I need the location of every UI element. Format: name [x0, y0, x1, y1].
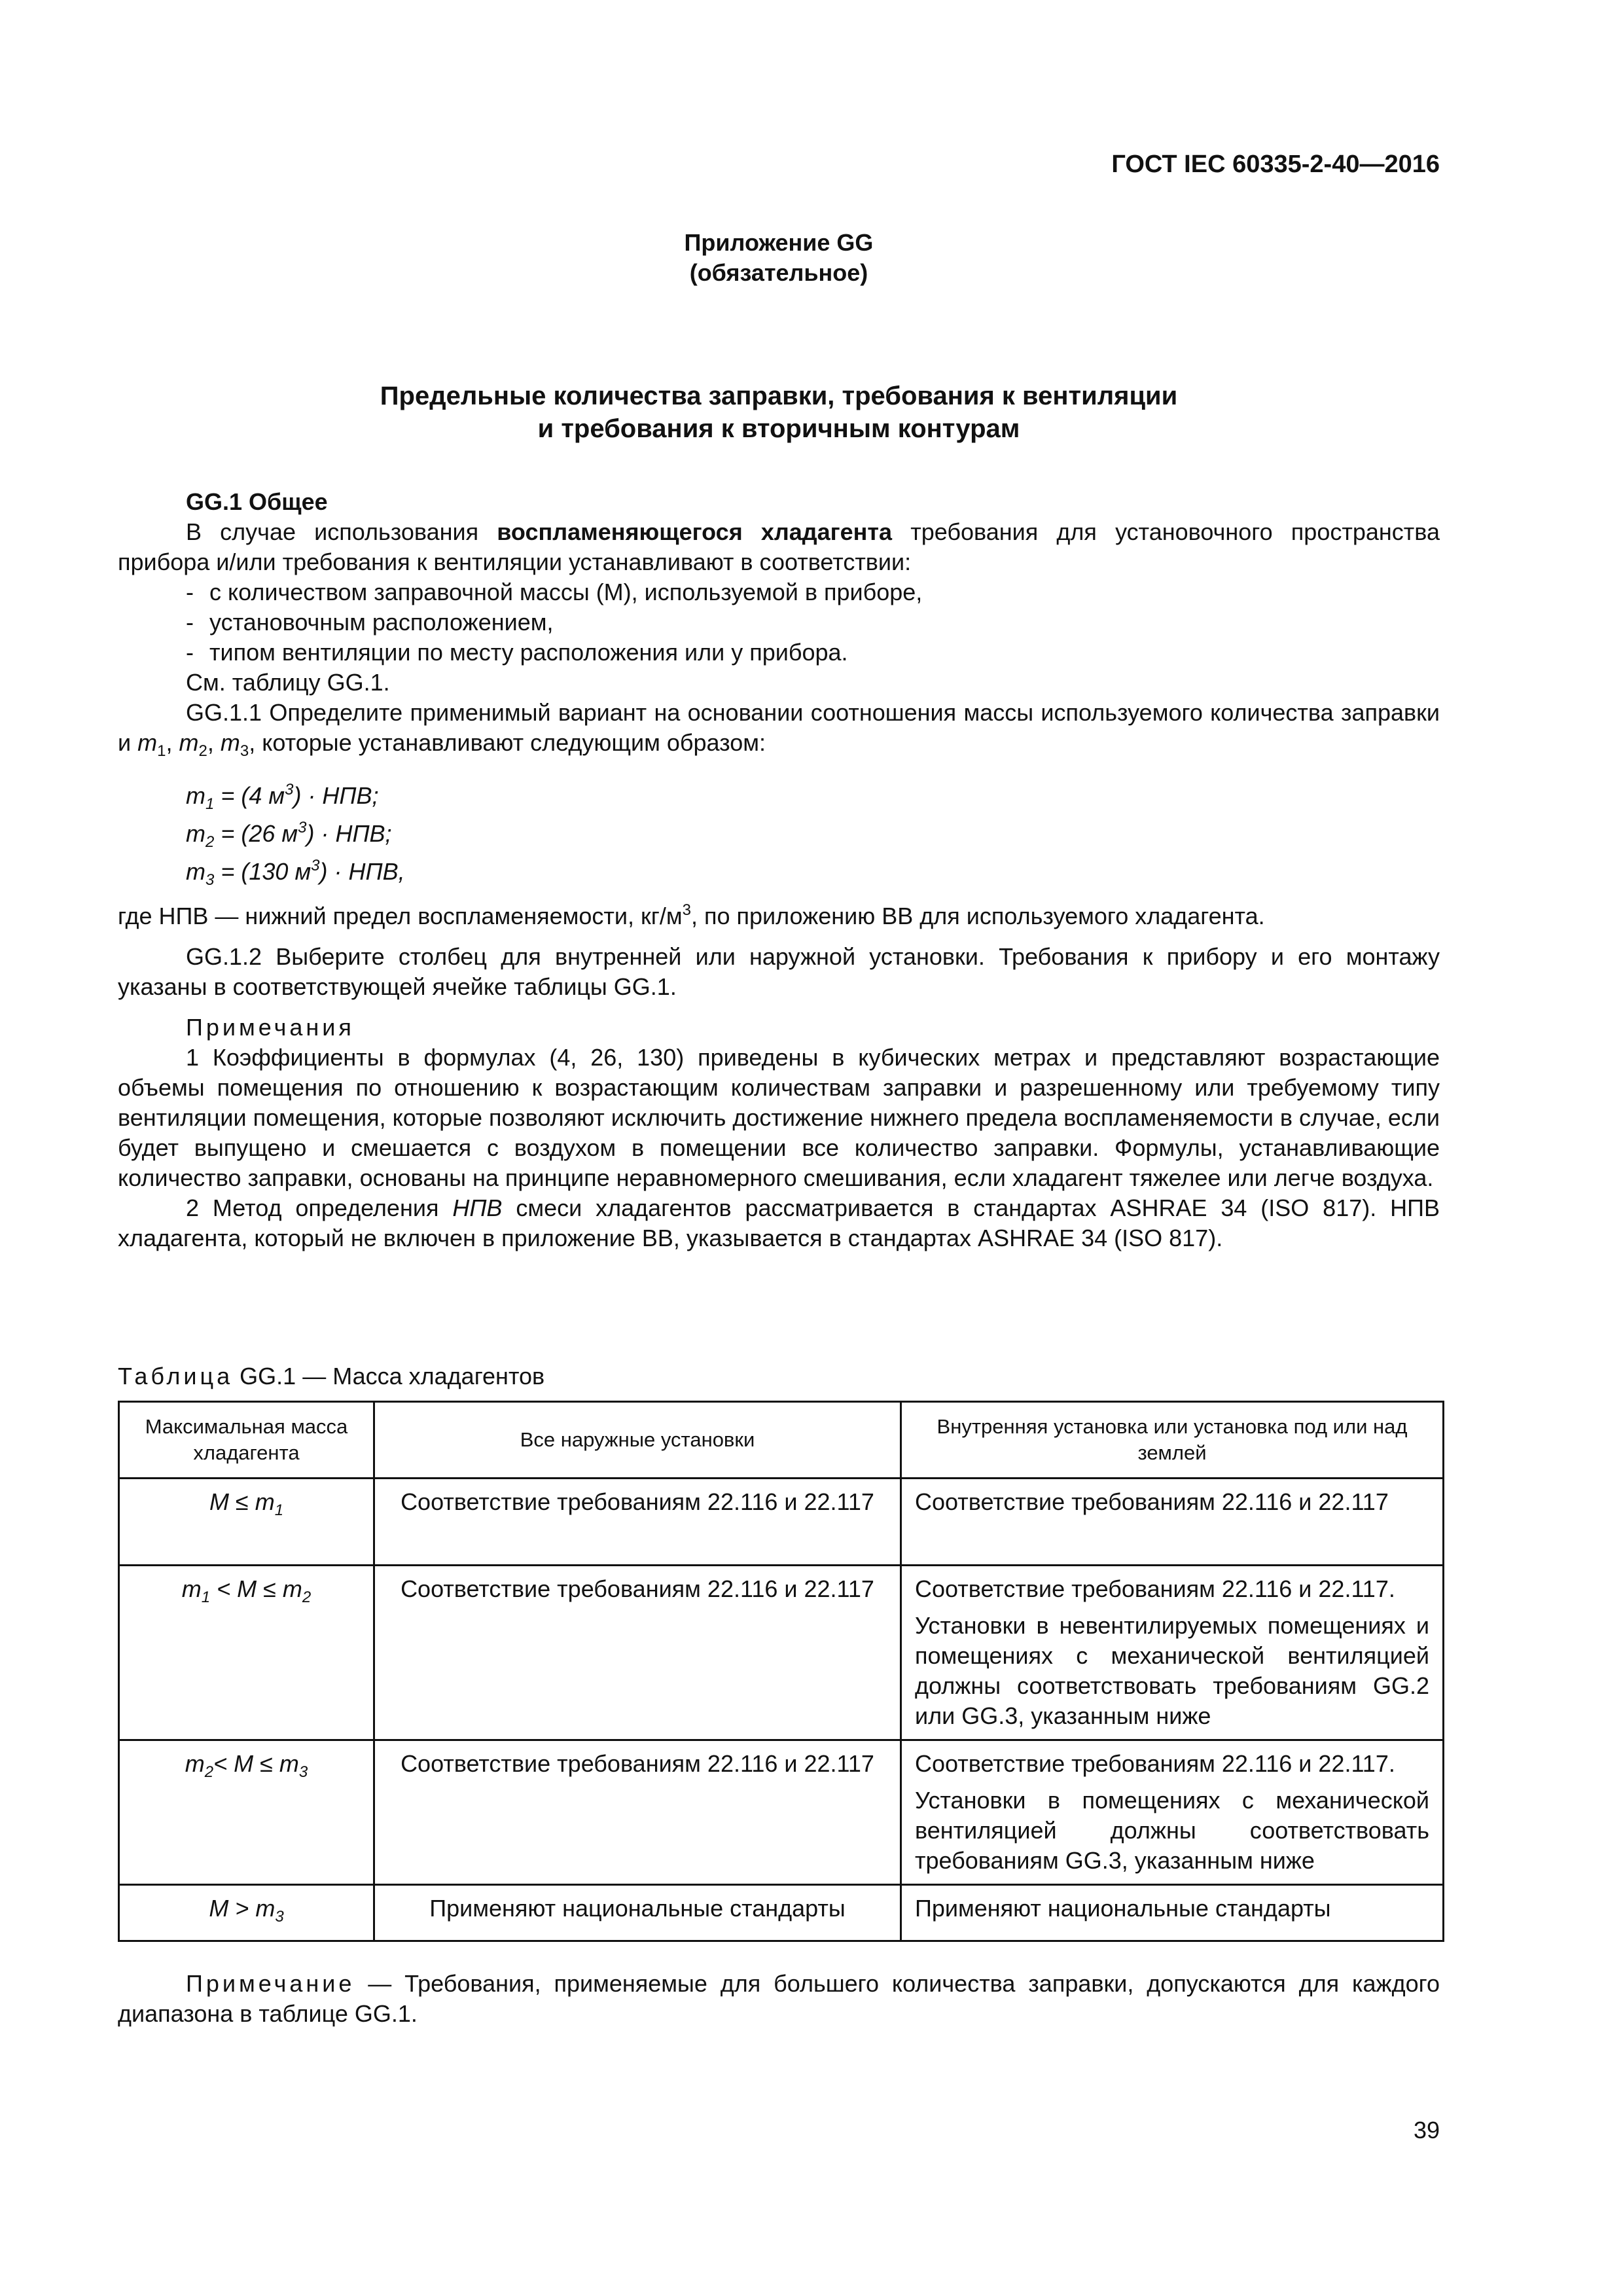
intro-text-after: требования для установочного пространства прибора и/или требования к вентиляции устанавливают в соответствии:	[118, 518, 1440, 575]
formula-m1: $m_1 = (4$ $м^3$) · НПВ;	[186, 781, 379, 814]
formula-m2-tail: ) · НПВ;	[306, 820, 392, 848]
page-title	[118, 380, 1440, 445]
footnote-label: Примечание	[186, 1970, 355, 1997]
outdoor-cell: Применяют национальные стандарты	[374, 1885, 901, 1941]
where-text-after: , по приложению ВВ для используемого хладагента.	[691, 903, 1265, 930]
page-number: 39	[1413, 2117, 1440, 2144]
list-item-text: с количеством заправочной массы (М), используемой в приборе,	[209, 579, 923, 605]
indoor-cell-detail: Установки в помещениях с механической вентиляцией должны соответствовать требованиям GG.3, указанным ниже	[915, 1787, 1429, 1874]
where-paragraph: где НПВ — нижний предел воспламеняемости, $кг/м^3$, по приложению ВВ для используемого хладагента.	[118, 901, 1265, 930]
paragraph-gg-1-1: GG.1.1 Определите применимый вариант на основании соотношения массы используемого количества заправки и $m_1$, $m_2$, $m_3$, которые устанавливают следующим образом:	[118, 699, 1440, 761]
header-cell-outdoor: Все наружные установки	[374, 1402, 901, 1479]
table-caption-label: Таблица	[118, 1363, 234, 1390]
table-row	[119, 1479, 1444, 1566]
indoor-cell	[901, 1566, 1444, 1740]
annex-status: (обязательное)	[689, 259, 868, 286]
note-2-italic-term: НПВ	[452, 1194, 503, 1222]
mass-range-cell: $M \le m_1$	[119, 1479, 374, 1566]
intro-paragraph	[118, 517, 1440, 577]
where-text-before: где НПВ — нижний предел воспламеняемости, кг/м	[118, 903, 683, 930]
table-row	[119, 1740, 1444, 1885]
list-item: - типом вентиляции по месту расположения или у прибора.	[186, 639, 848, 666]
intro-text-before: В случае использования	[186, 518, 479, 545]
footnote-text: — Требования, применяемые для большего количества заправки, допускаются для каждого диапазона в таблице GG.1.	[118, 1970, 1440, 2027]
formula-m3-tail: ) · НПВ,	[319, 858, 405, 886]
formula-m1-tail: ) · НПВ;	[293, 782, 379, 810]
header-cell-max-mass: Максимальная масса хладагента	[119, 1402, 374, 1479]
mass-range-cell: $m_1 < M \le m_2$	[119, 1566, 374, 1740]
outdoor-cell: Соответствие требованиям 22.116 и 22.117	[374, 1479, 901, 1566]
header-cell-indoor: Внутренняя установка или установка под или над землей	[901, 1402, 1444, 1479]
list-item: - установочным расположением,	[186, 609, 554, 636]
indoor-cell	[901, 1479, 1444, 1566]
annex-title: Приложение GG	[684, 229, 874, 256]
see-table-ref: См. таблицу GG.1.	[186, 669, 390, 696]
annex-heading	[118, 228, 1440, 288]
indoor-cell	[901, 1740, 1444, 1885]
notes-heading: Примечания	[186, 1014, 355, 1041]
formula-m3-text: = (130 м	[221, 858, 312, 886]
intro-bold-term: воспламеняющегося хладагента	[497, 518, 893, 545]
section-heading: GG.1 Общее	[186, 488, 328, 515]
list-item: - с количеством заправочной массы (М), используемой в приборе,	[186, 579, 923, 605]
table-caption	[118, 1361, 544, 1391]
mass-range-cell: $M > m_3$	[119, 1885, 374, 1941]
outdoor-cell: Соответствие требованиям 22.116 и 22.117	[374, 1740, 901, 1885]
formula-m3: $m_3 = (130$ $м^3$) · НПВ,	[186, 857, 405, 889]
formula-m1-text: = (4 м	[221, 782, 285, 810]
formula-m2-text: = (26 м	[221, 820, 298, 848]
paragraph-gg-1-2: GG.1.2 Выберите столбец для внутренней или наружной установки. Требования к прибору и его монтажу указаны в соответствующей ячейке таблицы GG.1.	[118, 943, 1440, 1001]
indoor-cell-detail: Установки в невентилируемых помещениях и помещениях с механической вентиляцией должны соответствовать требованиям GG.2 или GG.3, указанным ниже	[915, 1612, 1429, 1729]
list-item-text: установочным расположением,	[209, 609, 554, 636]
outdoor-cell: Соответствие требованиям 22.116 и 22.117	[374, 1566, 901, 1740]
table-header-row	[119, 1402, 1444, 1479]
mass-range-cell: $m_2< M \le m_3$	[119, 1740, 374, 1885]
gg-1-1-text-after: , которые устанавливают следующим образом:	[249, 729, 766, 756]
refrigerant-mass-table	[118, 1401, 1444, 1942]
gg-1-1-text-before: GG.1.1 Определите применимый вариант на основании соотношения массы используемого количества заправки и	[118, 699, 1440, 756]
note-2-text-after: смеси хладагентов рассматривается в стандартах ASHRAE 34 (ISO 817). НПВ хладагента, который не включен в приложение ВВ, указывается в стандартах ASHRAE 34 (ISO 817).	[118, 1194, 1440, 1252]
indoor-cell-text: Соответствие требованиям 22.116 и 22.117	[915, 1488, 1389, 1515]
note-1: 1 Коэффициенты в формулах (4, 26, 130) приведены в кубических метрах и представляют возрастающие объемы помещения по отношению к возрастающим количествам заправки и разрешенному или требуемому типу вентиляции помещения, которые позволяют исключить достижение нижнего предела воспламеняемости в случае, если будет выпущено и смешается с воздухом в помещении все количество заправки. Формулы, устанавливающие количество заправки, основаны на принципе неравномерного смешивания, если хладагент тяжелее или легче воздуха.	[118, 1044, 1440, 1192]
standard-id: ГОСТ IEC 60335-2-40—2016	[1111, 151, 1440, 178]
indoor-cell-text: Соответствие требованиям 22.116 и 22.117.	[915, 1575, 1395, 1602]
indoor-cell-text: Применяют национальные стандарты	[915, 1895, 1331, 1922]
section-body	[118, 487, 1440, 1253]
table-caption-text: GG.1 — Масса хладагентов	[240, 1363, 545, 1390]
table-footnote	[118, 1969, 1440, 2029]
formula-m2: $m_2 = (26$ $м^3$) · НПВ;	[186, 819, 392, 852]
list-item-text: типом вентиляции по месту расположения или у прибора.	[209, 639, 848, 666]
table-row	[119, 1885, 1444, 1941]
note-2	[118, 1193, 1440, 1253]
title-line-1: Предельные количества заправки, требования к вентиляции	[380, 382, 1178, 410]
indoor-cell	[901, 1885, 1444, 1941]
title-line-2: и требования к вторичным контурам	[537, 414, 1020, 443]
table-row	[119, 1566, 1444, 1740]
note-2-text-before: 2 Метод определения	[186, 1194, 439, 1222]
indoor-cell-text: Соответствие требованиям 22.116 и 22.117.	[915, 1750, 1395, 1777]
